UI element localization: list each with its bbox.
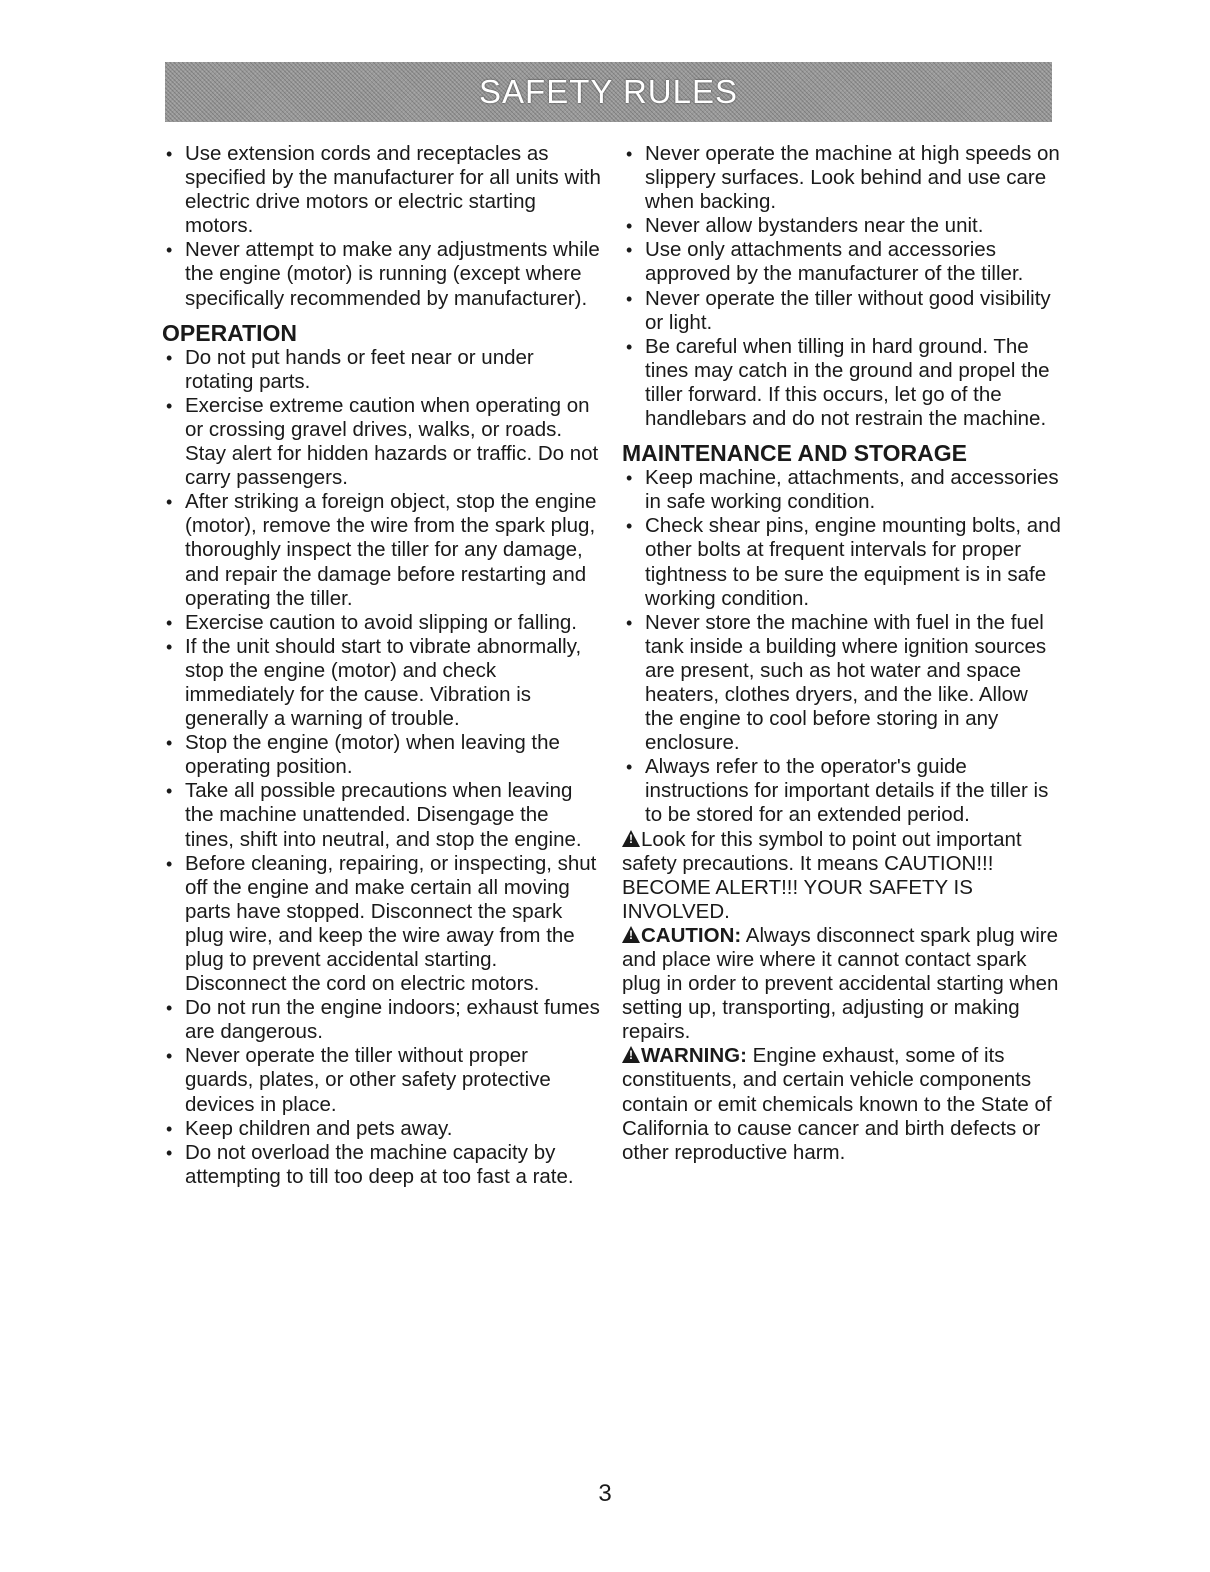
- list-item: • Before cleaning, repairing, or inspecting, shut off the engine and make certain all moving parts have stopped. Disconnect the spark plug wire, and keep the wire away from the plug to prevent accidental starting. Disconnect the cord on electric motors.: [166, 851, 597, 996]
- page-number: 3: [598, 1480, 612, 1507]
- bullet-icon: •: [166, 612, 173, 633]
- list-item: • Do not run the engine indoors; exhaust fumes are dangerous.: [166, 996, 600, 1044]
- list-item: • Be careful when tilling in hard ground. The tines may catch in the ground and propel the tiller forward. If this occurs, let go of the handlebars and do not restrain the machine.: [626, 334, 1050, 431]
- operation-list-continued: [622, 142, 1062, 431]
- right-column: [622, 142, 1062, 1165]
- list-item: • Stop the engine (motor) when leaving the operating position.: [166, 731, 560, 779]
- bullet-icon: •: [166, 347, 173, 368]
- safety-alert-icon: [622, 1046, 640, 1063]
- caution-label: CAUTION:: [641, 923, 742, 947]
- section-banner: [165, 62, 1052, 122]
- list-item: • After striking a foreign object, stop the engine (motor), remove the wire from the spark plug, thoroughly inspect the tiller for any damage, and repair the damage before restarting and operating the tiller.: [166, 490, 597, 610]
- bullet-icon: •: [626, 144, 633, 164]
- bullet-icon: •: [166, 1118, 173, 1139]
- list-item: • Use only attachments and accessories approved by the manufacturer of the tiller.: [626, 238, 1024, 286]
- list-item: • Keep children and pets away.: [166, 1116, 453, 1140]
- list-item: • Do not put hands or feet near or under rotating parts.: [166, 345, 534, 393]
- safety-alert-icon: [622, 926, 640, 943]
- list-item: • Do not overload the machine capacity by attempting to till too deep at too fast a rate.: [166, 1140, 574, 1188]
- maintenance-list: [622, 466, 1062, 827]
- bullet-icon: •: [626, 216, 633, 237]
- bullet-icon: •: [626, 240, 633, 261]
- bullet-icon: •: [166, 781, 173, 802]
- list-item: • Exercise extreme caution when operating on or crossing gravel drives, walks, or roads. Stay alert for hidden hazards or traffic. Do not carry passengers.: [166, 393, 599, 490]
- maintenance-heading: MAINTENANCE AND STORAGE: [622, 440, 968, 467]
- symbol-note: !Look for this symbol to point out important safety precautions. It means CAUTION!!! BECOME ALERT!!! YOUR SAFETY IS INVOLVED.: [622, 828, 1062, 924]
- list-item: • Keep machine, attachments, and accessories in safe working condition.: [626, 466, 1059, 514]
- list-item: • Always refer to the operator's guide instructions for important details if the tiller is to be stored for an extended period.: [626, 755, 1049, 827]
- bullet-icon: •: [166, 492, 173, 513]
- bullet-icon: •: [626, 757, 633, 778]
- operation-heading: OPERATION: [162, 319, 298, 346]
- list-item: • Exercise caution to avoid slipping or falling.: [166, 610, 577, 634]
- left-column: [162, 142, 602, 1189]
- page-title: SAFETY RULES: [479, 73, 738, 110]
- bullet-icon: •: [166, 1046, 173, 1067]
- bullet-icon: •: [166, 240, 173, 261]
- bullet-icon: •: [166, 998, 173, 1019]
- bullet-icon: •: [166, 1142, 173, 1163]
- safety-alert-icon: [622, 830, 640, 847]
- list-item: • Never store the machine with fuel in the fuel tank inside a building where ignition sources are present, such as hot water and space heaters, clothes dryers, and the like. Allow the engine to cool before storing in any enclosure.: [626, 610, 1047, 755]
- bullet-icon: •: [166, 144, 173, 164]
- bullet-icon: •: [626, 288, 633, 309]
- list-item: • Take all possible precautions when leaving the machine unattended. Disengage the tines, shift into neutral, and stop the engine.: [166, 779, 582, 851]
- list-item: • Use extension cords and receptacles as specified by the manufacturer for all units with electric drive motors or electric starting motors.: [166, 142, 601, 238]
- operation-list: [162, 346, 602, 1189]
- bullet-icon: •: [626, 516, 633, 537]
- warning-label: WARNING:: [641, 1044, 747, 1068]
- bullet-icon: •: [166, 636, 173, 657]
- list-item: • If the unit should start to vibrate abnormally, stop the engine (motor) and check immediately for the cause. Vibration is generally a warning of trouble.: [166, 634, 582, 731]
- list-item: • Never operate the tiller without good visibility or light.: [626, 286, 1051, 334]
- list-item: • Never operate the tiller without proper guards, plates, or other safety protective devices in place.: [166, 1044, 551, 1116]
- intro-list: [162, 142, 602, 311]
- bullet-icon: •: [166, 853, 173, 874]
- bullet-icon: •: [626, 612, 633, 633]
- bullet-icon: •: [166, 733, 173, 754]
- bullet-icon: •: [626, 468, 633, 489]
- bullet-icon: •: [626, 336, 633, 357]
- caution-note: !CAUTION: Always disconnect spark plug wire and place wire where it cannot contact spark plug in order to prevent accidental starting when setting up, transporting, adjusting or making repairs.: [622, 924, 1062, 1044]
- list-item: • Never operate the machine at high speeds on slippery surfaces. Look behind and use care when backing.: [626, 142, 1060, 214]
- list-item: • Check shear pins, engine mounting bolts, and other bolts at frequent intervals for proper tightness to be sure the equipment is in safe working condition.: [626, 514, 1061, 610]
- warning-note: !WARNING: Engine exhaust, some of its constituents, and certain vehicle components contain or emit chemicals known to the State of California to cause cancer and birth defects or other reproductive harm.: [622, 1044, 1062, 1164]
- list-item: • Never allow bystanders near the unit.: [626, 214, 984, 238]
- bullet-icon: •: [166, 395, 173, 416]
- list-item: • Never attempt to make any adjustments while the engine (motor) is running (except where specifically recommended by manufacturer).: [166, 238, 600, 310]
